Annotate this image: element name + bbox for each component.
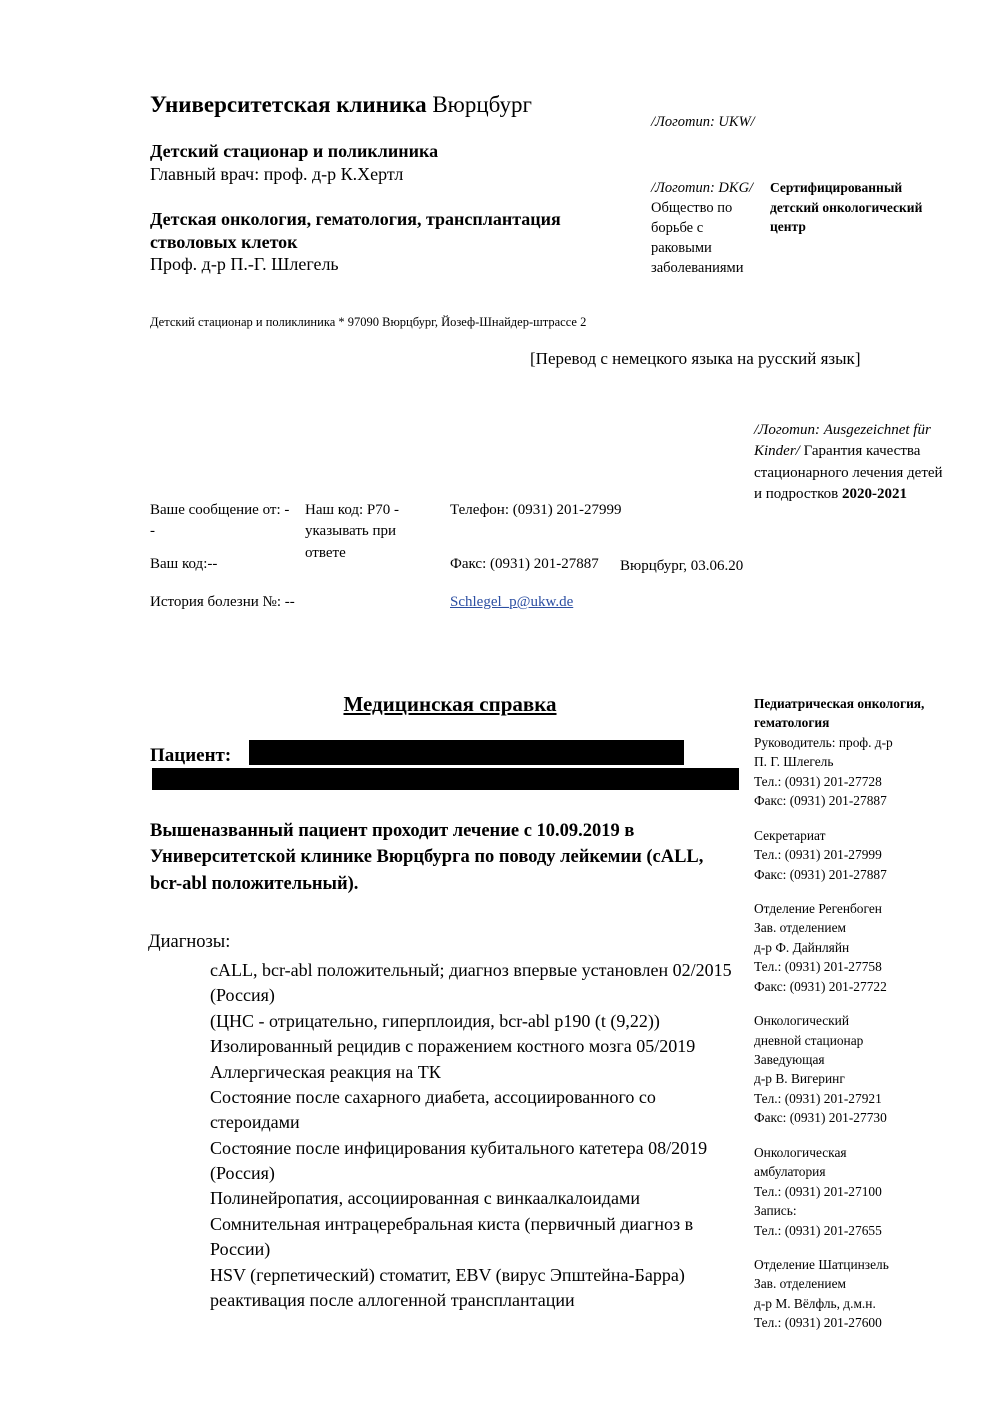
contact-line: Тел.: (0931) 201-27758 [754,959,882,975]
quality-seal-text: Гарантия качества стационарного лечения детей и подростков [754,443,943,502]
contact-line: Тел.: (0931) 201-27728 [754,773,882,789]
logo-ausgezeichnet-fuer-kinder-label: /Логотип: Ausgezeichnet für Kinder/ [754,422,931,460]
contact-line: Тел.: (0931) 201-27921 [754,1090,882,1106]
logo-dkg-note [651,178,763,278]
contact-line: д-р М. Вёлфль, д.м.н. [754,1295,876,1311]
diagnosis-item: Изолированный рецидив с поражением костного мозга 05/2019 [210,1036,696,1057]
diagnosis-item: Полинейропатия, ассоциированная с винкаалкалоидами [210,1188,640,1209]
contact-line: Отделение Регенбоген [754,900,882,916]
contact-line: Факс: (0931) 201-27722 [754,978,887,994]
contact-group [754,899,954,996]
contact-line: Запись: [754,1203,797,1219]
your-code-field: Ваш код:-- [150,556,218,572]
contact-line: Факс: (0931) 201-27887 [754,793,887,809]
diagnosis-item: cALL, bcr-abl положительный; диагноз впервые установлен 02/2015 (Россия) [210,960,732,1006]
logo-ukw-note: /Логотип: UKW/ [651,114,755,130]
contact-line: Секретариат [754,827,826,843]
contact-line: амбулатория [754,1164,826,1180]
diagnosis-item: Состояние после сахарного диабета, ассоциированного со стероидами [210,1086,656,1133]
quality-seal-years: 2020-2021 [841,485,907,502]
logo-dkg-description: Общество по борьбе с раковыми заболеваниями [651,200,744,276]
email-field [450,592,650,613]
contact-sidebar [754,694,954,1333]
page-title-text: Медицинская справка [343,692,557,716]
contact-line: Тел.: (0931) 201-27600 [754,1315,882,1331]
department-oncology-title: Детская онкология, гематология, трансплантация стволовых клеток [150,209,561,252]
contact-line: д-р В. Вигеринг [754,1071,845,1087]
contact-line: дневной стационар [754,1032,864,1048]
diagnosis-item: Аллергическая реакция на ТК [210,1061,441,1082]
contact-group [754,826,954,884]
diagnosis-item: Состояние после инфицирования кубитального катетера 08/2019 (Россия) [210,1137,708,1183]
diagnosis-item: Сомнительная интрацеребральная киста (первичный диагноз в России) [210,1213,694,1260]
chief-physician-line: Главный врач: проф. д-р К.Хертл [150,163,404,184]
our-code-field: Наш код: Р70 - указывать при ответе [305,502,400,561]
diagnoses-heading: Диагнозы: [148,932,231,952]
organisation-title-plain: Вюрцбург [426,92,532,117]
contact-line: Тел.: (0931) 201-27999 [754,847,882,863]
contact-line: Онкологический [754,1013,850,1029]
case-number-field: История болезни №: -- [150,594,295,610]
contact-group [754,1143,954,1240]
contact-line: П. Г. Шлегель [754,754,834,770]
treatment-statement: Вышеназванный пациент проходит лечение с 10.09.2019 в Университетской клинике Вюрцбурга по поводу лейкемии (cALL, bcr-abl положительный). [150,821,704,894]
patient-details-redaction-bar [152,768,739,790]
contact-group [754,1255,954,1333]
your-message-field: Ваше сообщение от: -- [150,502,290,540]
email-link[interactable]: Schlegel_p@ukw.de [450,594,574,610]
quality-seal-block [754,420,954,505]
contact-group-title: Педиатрическая онкология, гематология [754,696,925,731]
diagnosis-item: (ЦНС - отрицательно, гиперплоидия, bcr-abl p190 (t (9,22)) [210,1010,660,1031]
contact-line: Факс: (0931) 201-27730 [754,1110,887,1126]
contact-line: Зав. отделением [754,1276,846,1292]
sender-address-line: Детский стационар и поликлиника * 97090 Вюрцбург, Йозеф-Шнайдер-штрассе 2 [150,315,587,329]
city-date-field: Вюрцбург, 03.06.20 [620,558,744,574]
department-pediatric-clinic-title: Детский стационар и поликлиника [150,141,439,162]
organisation-title-bold: Университетская клиника [150,92,427,117]
organisation-header [150,92,640,299]
contact-line: д-р Ф. Дайнляйн [754,939,850,955]
fax-field: Факс: (0931) 201-27887 [450,556,599,572]
page-title [150,692,750,717]
contact-line: Тел.: (0931) 201-27655 [754,1222,882,1238]
contact-line: Зав. отделением [754,920,846,936]
contact-line: Факс: (0931) 201-27887 [754,866,887,882]
contact-line: Онкологическая [754,1144,847,1160]
contact-group [754,694,954,811]
contact-line: Отделение Шатцинзель [754,1256,889,1272]
patient-name-redaction-bar [249,740,684,765]
translation-note: [Перевод с немецкого языка на русский язык] [530,349,861,368]
contact-line: Тел.: (0931) 201-27100 [754,1183,882,1199]
diagnosis-item: HSV (герпетический) стоматит, EBV (вирус Эпштейна-Барра) реактивация после аллогенной трансплантации [210,1264,685,1310]
contact-line: Руководитель: проф. д-р [754,734,893,750]
patient-label: Пациент: [150,745,232,766]
organisation-title [150,92,640,118]
certified-center-badge: Сертифицированный детский онкологический центр [770,180,923,235]
contact-group [754,1011,954,1128]
department-head-line: Проф. д-р П.-Г. Шлегель [150,254,339,275]
logo-dkg-label: /Логотип: DKG/ [651,180,754,196]
contact-line: Заведующая [754,1052,825,1067]
phone-field: Телефон: (0931) 201-27999 [450,502,622,518]
diagnoses-list [210,958,750,1313]
